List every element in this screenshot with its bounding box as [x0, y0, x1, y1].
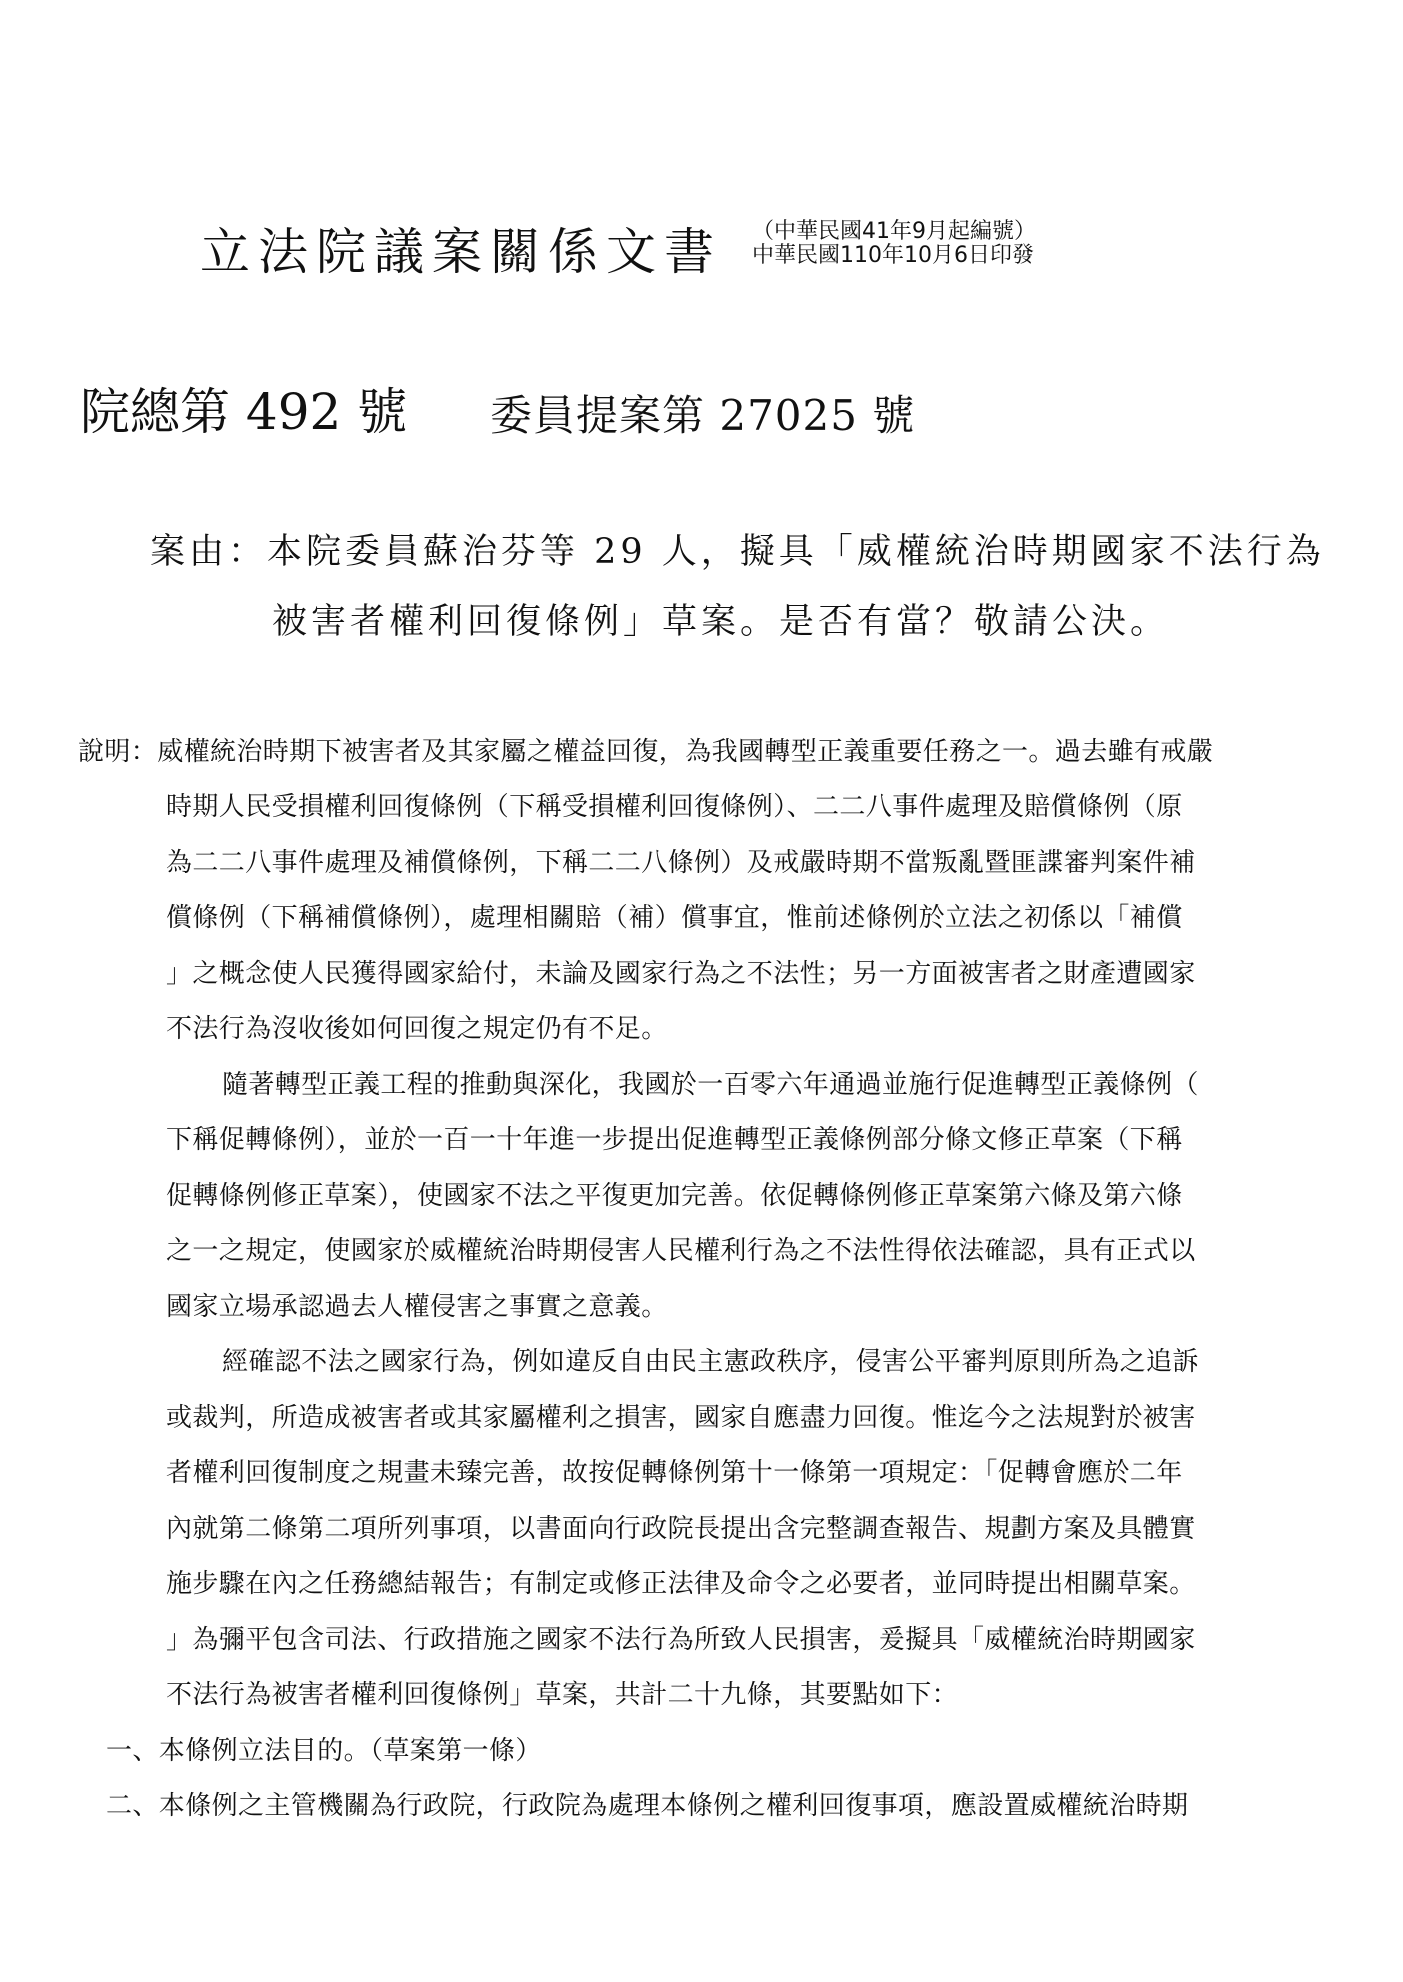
document-meta — [752, 220, 1036, 268]
body-line: 一、本條例立法目的。（草案第一條） — [106, 1736, 542, 1766]
body-line: 國家立場承認過去人權侵害之事實之意義。 — [166, 1292, 668, 1322]
body-line: 內就第二條第二項所列事項，以書面向行政院長提出含完整調查報告、規劃方案及具體實 — [166, 1514, 1196, 1544]
document-title: 立法院議案關係文書 — [200, 223, 722, 281]
body-line: 經確認不法之國家行為，例如違反自由民主憲政秩序，侵害公平審判原則所為之追訴 — [222, 1347, 1199, 1377]
body-line: 隨著轉型正義工程的推動與深化，我國於一百零六年通過並施行促進轉型正義條例（ — [222, 1070, 1199, 1100]
numbering-note: （中華民國41年9月起編號） — [752, 219, 1036, 244]
proposal-number: 委員提案第 27025 號 — [490, 391, 916, 440]
subject-line: 案由：本院委員蘇治芬等 29 人，擬具「威權統治時期國家不法行為 — [150, 532, 1325, 572]
body-line: 或裁判，所造成被害者或其家屬權利之損害，國家自應盡力回復。惟迄今之法規對於被害 — [166, 1403, 1196, 1433]
body-line: 之一之規定，使國家於威權統治時期侵害人民權利行為之不法性得依法確認，具有正式以 — [166, 1236, 1196, 1266]
body-line: 時期人民受損權利回復條例（下稱受損權利回復條例）、二二八事件處理及賠償條例（原 — [166, 792, 1183, 822]
body-line: 」之概念使人民獲得國家給付，未論及國家行為之不法性；另一方面被害者之財產遭國家 — [166, 959, 1196, 989]
body-line: 下稱促轉條例），並於一百一十年進一步提出促進轉型正義條例部分條文修正草案（下稱 — [166, 1125, 1183, 1155]
subject-line: 被害者權利回復條例」草案。是否有當？敬請公決。 — [272, 602, 1170, 642]
bill-number: 院總第 492 號 — [80, 383, 408, 441]
body-line: 施步驟在內之任務總結報告；有制定或修正法律及命令之必要者，並同時提出相關草案。 — [166, 1569, 1196, 1599]
body-line: 促轉條例修正草案），使國家不法之平復更加完善。依促轉條例修正草案第六條及第六條 — [166, 1181, 1183, 1211]
body-line: 」為彌平包含司法、行政措施之國家不法行為所致人民損害，爰擬具「威權統治時期國家 — [166, 1625, 1196, 1655]
body-line: 說明：威權統治時期下被害者及其家屬之權益回復，為我國轉型正義重要任務之一。過去雖有戒嚴 — [78, 737, 1214, 767]
body-line: 不法行為被害者權利回復條例」草案，共計二十九條，其要點如下： — [166, 1680, 959, 1710]
body-line: 償條例（下稱補償條例），處理相關賠（補）償事宜，惟前述條例於立法之初係以「補償 — [166, 903, 1183, 933]
body-line: 者權利回復制度之規畫未臻完善，故按促轉條例第十一條第一項規定：「促轉會應於二年 — [166, 1458, 1183, 1488]
print-date: 中華民國110年10月6日印發 — [752, 243, 1034, 268]
body-line: 二、本條例之主管機關為行政院，行政院為處理本條例之權利回復事項，應設置威權統治時期 — [106, 1791, 1189, 1821]
body-line: 為二二八事件處理及補償條例，下稱二二八條例）及戒嚴時期不當叛亂暨匪諜審判案件補 — [166, 848, 1196, 878]
body-line: 不法行為沒收後如何回復之規定仍有不足。 — [166, 1014, 668, 1044]
